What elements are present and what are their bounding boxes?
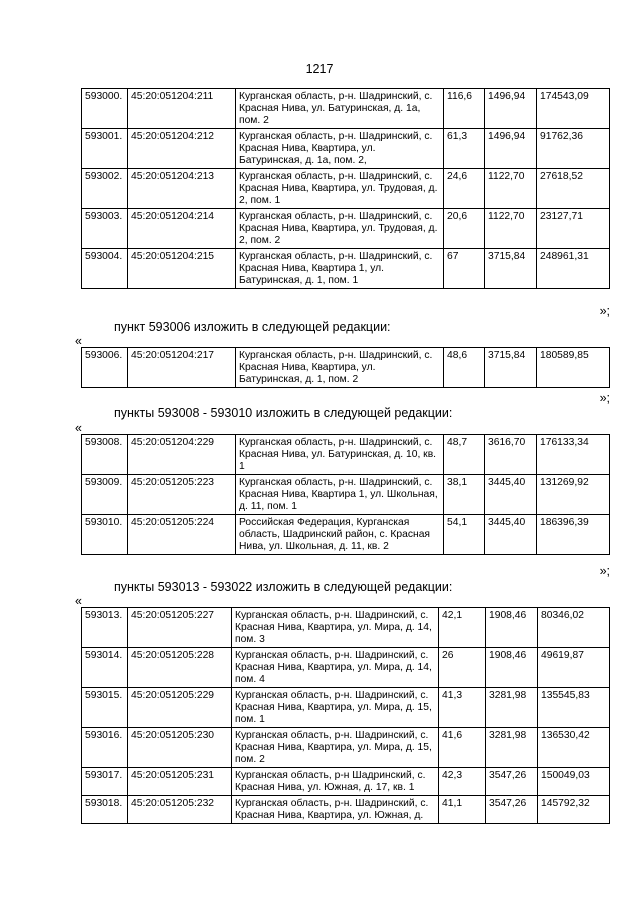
address-cell: Курганская область, р-н. Шадринский, с. Красная Нива, Квартира, ул. Трудовая, д. 2, пом. 1 [236, 169, 444, 209]
cadastral-value-cell: 91762,36 [537, 129, 610, 169]
cadastral-number-cell: 45:20:051204:229 [128, 435, 236, 475]
item-number-cell: 593017. [82, 768, 128, 796]
property-table-4 [81, 607, 610, 824]
amendment-instruction: пункт 593006 изложить в следующей редакции: [114, 320, 391, 334]
specific-value-cell: 1496,94 [485, 129, 537, 169]
cadastral-value-cell: 180589,85 [537, 348, 610, 388]
specific-value-cell: 3715,84 [485, 348, 537, 388]
address-cell: Курганская область, р-н. Шадринский, с. Красная Нива, Квартира, ул. Мира, д. 14, пом. 3 [232, 608, 439, 648]
specific-value-cell: 1122,70 [485, 169, 537, 209]
cadastral-value-cell: 23127,71 [537, 209, 610, 249]
opening-quote: « [75, 334, 82, 348]
table-row [82, 249, 610, 289]
specific-value-cell: 3616,70 [485, 435, 537, 475]
address-cell: Курганская область, р-н. Шадринский, с. Красная Нива, Квартира, ул. Трудовая, д. 2, пом. 2 [236, 209, 444, 249]
table-row [82, 129, 610, 169]
table-row [82, 608, 610, 648]
opening-quote: « [75, 421, 82, 435]
cadastral-value-cell: 136530,42 [538, 728, 610, 768]
address-cell: Курганская область, р-н. Шадринский, с. Красная Нива, ул. Батуринская, д. 1а, пом. 2 [236, 89, 444, 129]
table-row [82, 435, 610, 475]
page-number: 1217 [305, 62, 334, 76]
cadastral-value-cell: 150049,03 [538, 768, 610, 796]
item-number-cell: 593003. [82, 209, 128, 249]
specific-value-cell: 3281,98 [486, 688, 538, 728]
area-cell: 41,6 [439, 728, 486, 768]
specific-value-cell: 3547,26 [486, 796, 538, 824]
specific-value-cell: 1908,46 [486, 608, 538, 648]
item-number-cell: 593015. [82, 688, 128, 728]
table-row [82, 515, 610, 555]
area-cell: 42,1 [439, 608, 486, 648]
table-row [82, 169, 610, 209]
cadastral-number-cell: 45:20:051205:230 [128, 728, 232, 768]
specific-value-cell: 1908,46 [486, 648, 538, 688]
cadastral-number-cell: 45:20:051205:224 [128, 515, 236, 555]
table-row [82, 728, 610, 768]
address-cell: Российская Федерация, Курганская область, Шадринский район, с. Красная Нива, ул. Школьная, д. 11, кв. 2 [236, 515, 444, 555]
table-row [82, 475, 610, 515]
item-number-cell: 593008. [82, 435, 128, 475]
cadastral-value-cell: 248961,31 [537, 249, 610, 289]
cadastral-number-cell: 45:20:051204:214 [128, 209, 236, 249]
cadastral-number-cell: 45:20:051205:227 [128, 608, 232, 648]
cadastral-number-cell: 45:20:051204:213 [128, 169, 236, 209]
closing-quote: »; [599, 391, 610, 405]
specific-value-cell: 3281,98 [486, 728, 538, 768]
amendment-instruction: пункты 593008 - 593010 изложить в следующей редакции: [114, 406, 453, 420]
area-cell: 54,1 [444, 515, 485, 555]
cadastral-value-cell: 80346,02 [538, 608, 610, 648]
area-cell: 41,3 [439, 688, 486, 728]
address-cell: Курганская область, р-н. Шадринский, с. Красная Нива, Квартира, ул. Южная, д. [232, 796, 439, 824]
item-number-cell: 593000. [82, 89, 128, 129]
specific-value-cell: 3547,26 [486, 768, 538, 796]
address-cell: Курганская область, р-н. Шадринский, с. Красная Нива, Квартира, ул. Батуринская, д. 1, пом. 2 [236, 348, 444, 388]
property-table-2 [81, 347, 610, 388]
cadastral-value-cell: 176133,34 [537, 435, 610, 475]
table-row [82, 796, 610, 824]
address-cell: Курганская область, р-н. Шадринский, с. Красная Нива, Квартира, ул. Батуринская, д. 1а, пом. 2, [236, 129, 444, 169]
cadastral-value-cell: 27618,52 [537, 169, 610, 209]
cadastral-value-cell: 131269,92 [537, 475, 610, 515]
item-number-cell: 593001. [82, 129, 128, 169]
amendment-instruction: пункты 593013 - 593022 изложить в следующей редакции: [114, 580, 453, 594]
item-number-cell: 593002. [82, 169, 128, 209]
table-row [82, 348, 610, 388]
address-cell: Курганская область, р-н. Шадринский, с. Красная Нива, Квартира, ул. Мира, д. 15, пом. 1 [232, 688, 439, 728]
area-cell: 67 [444, 249, 485, 289]
cadastral-number-cell: 45:20:051204:211 [128, 89, 236, 129]
property-table-3 [81, 434, 610, 555]
area-cell: 24,6 [444, 169, 485, 209]
cadastral-value-cell: 145792,32 [538, 796, 610, 824]
item-number-cell: 593006. [82, 348, 128, 388]
cadastral-number-cell: 45:20:051205:223 [128, 475, 236, 515]
cadastral-number-cell: 45:20:051205:229 [128, 688, 232, 728]
item-number-cell: 593009. [82, 475, 128, 515]
cadastral-number-cell: 45:20:051204:212 [128, 129, 236, 169]
cadastral-value-cell: 49619,87 [538, 648, 610, 688]
area-cell: 42,3 [439, 768, 486, 796]
area-cell: 38,1 [444, 475, 485, 515]
table-row [82, 209, 610, 249]
cadastral-number-cell: 45:20:051205:232 [128, 796, 232, 824]
table-row [82, 89, 610, 129]
cadastral-number-cell: 45:20:051205:231 [128, 768, 232, 796]
item-number-cell: 593010. [82, 515, 128, 555]
table-row [82, 688, 610, 728]
item-number-cell: 593013. [82, 608, 128, 648]
specific-value-cell: 3445,40 [485, 515, 537, 555]
address-cell: Курганская область, р-н Шадринский, с. Красная Нива, ул. Южная, д. 17, кв. 1 [232, 768, 439, 796]
specific-value-cell: 3445,40 [485, 475, 537, 515]
address-cell: Курганская область, р-н. Шадринский, с. Красная Нива, ул. Батуринская, д. 10, кв. 1 [236, 435, 444, 475]
item-number-cell: 593014. [82, 648, 128, 688]
item-number-cell: 593004. [82, 249, 128, 289]
area-cell: 26 [439, 648, 486, 688]
specific-value-cell: 1496,94 [485, 89, 537, 129]
specific-value-cell: 1122,70 [485, 209, 537, 249]
area-cell: 41,1 [439, 796, 486, 824]
item-number-cell: 593018. [82, 796, 128, 824]
area-cell: 20,6 [444, 209, 485, 249]
item-number-cell: 593016. [82, 728, 128, 768]
address-cell: Курганская область, р-н. Шадринский, с. Красная Нива, Квартира 1, ул. Школьная, д. 11, пом. 1 [236, 475, 444, 515]
specific-value-cell: 3715,84 [485, 249, 537, 289]
table-row [82, 768, 610, 796]
area-cell: 61,3 [444, 129, 485, 169]
opening-quote: « [75, 594, 82, 608]
closing-quote: »; [599, 304, 610, 318]
cadastral-value-cell: 135545,83 [538, 688, 610, 728]
address-cell: Курганская область, р-н. Шадринский, с. Красная Нива, Квартира 1, ул. Батуринская, д. 1, пом. 1 [236, 249, 444, 289]
closing-quote: »; [599, 564, 610, 578]
area-cell: 116,6 [444, 89, 485, 129]
table-row [82, 648, 610, 688]
property-table-1 [81, 88, 610, 289]
cadastral-number-cell: 45:20:051204:215 [128, 249, 236, 289]
cadastral-value-cell: 174543,09 [537, 89, 610, 129]
cadastral-number-cell: 45:20:051205:228 [128, 648, 232, 688]
address-cell: Курганская область, р-н. Шадринский, с. Красная Нива, Квартира, ул. Мира, д. 14, пом. 4 [232, 648, 439, 688]
cadastral-number-cell: 45:20:051204:217 [128, 348, 236, 388]
cadastral-value-cell: 186396,39 [537, 515, 610, 555]
address-cell: Курганская область, р-н. Шадринский, с. Красная Нива, Квартира, ул. Мира, д. 15, пом. 2 [232, 728, 439, 768]
area-cell: 48,7 [444, 435, 485, 475]
area-cell: 48,6 [444, 348, 485, 388]
